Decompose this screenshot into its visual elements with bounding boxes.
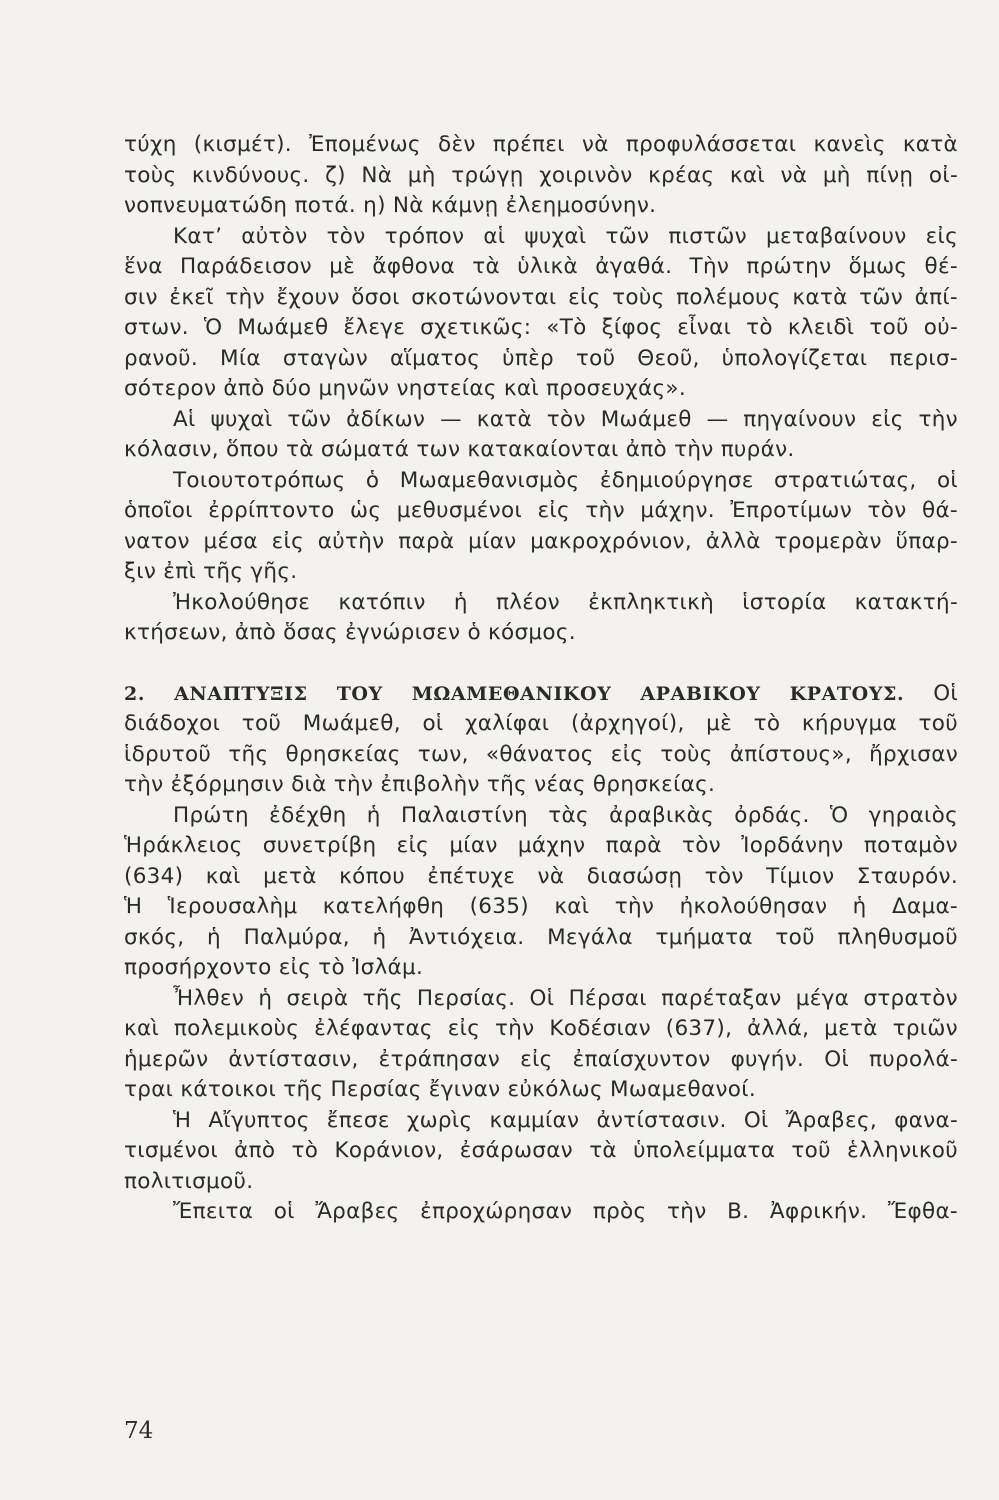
text-line: νατον μέσα εἰς αὐτὴν παρὰ μίαν μακροχρόνιον, ἀλλὰ τρομερὰν ὕπαρ-	[124, 528, 958, 554]
text-line: τραι κάτοικοι τῆς Περσίας ἔγιναν εὐκόλως Μωαμεθανοί.	[124, 1077, 756, 1102]
text-line: προσήρχοντο εἰς τὸ Ἰσλάμ.	[124, 955, 424, 980]
text-line: τοὺς κινδύνους. ζ) Νὰ μὴ τρώγῃ χοιρινὸν κρέας καὶ νὰ μὴ πίνῃ οἰ-	[124, 162, 958, 188]
text-line: καὶ πολεμικοὺς ἐλέφαντας εἰς τὴν Κοδέσιαν (637), ἀλλά, μετὰ τριῶν	[124, 1016, 958, 1041]
paragraph	[124, 709, 958, 801]
section-heading: 2. ΑΝΑΠΤΥΞΙΣ ΤΟΥ ΜΩΑΜΕΘΑΝΙΚΟΥ ΑΡΑΒΙΚΟΥ ΚΡΑΤΟΥΣ.	[124, 682, 905, 705]
paragraph	[124, 130, 958, 222]
paragraph	[124, 466, 958, 588]
text-line: διάδοχοι τοῦ Μωάμεθ, οἱ χαλίφαι (ἀρχηγοί), μὲ τὸ κήρυγμα τοῦ	[124, 711, 958, 736]
text-line: Ἠκολούθησε κατόπιν ἡ πλέον ἐκπληκτικὴ ἱστορία κατακτή-	[173, 589, 958, 615]
text-line: Ἡ Ἱερουσαλὴμ κατελήφθη (635) καὶ τὴν ἠκολούθησαν ἡ Δαμα-	[124, 894, 958, 919]
paragraph	[124, 1197, 958, 1228]
paragraph	[124, 405, 958, 466]
text-line: Αἱ ψυχαὶ τῶν ἀδίκων — κατὰ τὸν Μωάμεθ — πηγαίνουν εἰς τὴν	[173, 406, 958, 432]
text-line: σότερον ἀπὸ δύο μηνῶν νηστείας καὶ προσευχάς».	[124, 376, 686, 401]
text-line: στων. Ὁ Μωάμεθ ἔλεγε σχετικῶς: «Τὸ ξίφος εἶναι τὸ κλειδὶ τοῦ οὐ-	[124, 315, 958, 340]
heading-tail-text: Οἱ	[904, 680, 958, 706]
text-line: Κατ’ αὐτὸν τὸν τρόπον αἱ ψυχαὶ τῶν πιστῶν μεταβαίνουν εἰς	[173, 223, 958, 249]
text-line: ὁποῖοι ἐρρίπτοντο ὡς μεθυσμένοι εἰς τὴν μάχην. Ἐπροτίμων τὸν θά-	[124, 498, 958, 523]
text-line: Ἡράκλειος συνετρίβη εἰς μίαν μάχην παρὰ τὸν Ἰορδάνην ποταμὸν	[124, 833, 958, 858]
text-line: Ἦλθεν ἡ σειρὰ τῆς Περσίας. Οἱ Πέρσαι παρέταξαν μέγα στρατὸν	[173, 985, 958, 1011]
text-line: ἡμερῶν ἀντίστασιν, ἐτράπησαν εἰς ἐπαίσχυντον φυγήν. Οἱ πυρολά-	[124, 1046, 958, 1072]
section-gap	[124, 649, 958, 679]
text-line: πολιτισμοῦ.	[124, 1168, 254, 1194]
page-body	[124, 130, 958, 1228]
paragraph	[124, 984, 958, 1106]
text-line: σιν ἐκεῖ τὴν ἔχουν ὅσοι σκοτώνονται εἰς τοὺς πολέμους κατὰ τῶν ἀπί-	[124, 284, 958, 310]
text-line: κόλασιν, ὅπου τὰ σώματά των κατακαίονται ἀπὸ τὴν πυράν.	[124, 437, 795, 462]
text-line: Τοιουτοτρόπως ὁ Μωαμεθανισμὸς ἐδημιούργησε στρατιώτας, οἱ	[173, 467, 958, 493]
section	[124, 679, 958, 1228]
paragraph	[124, 588, 958, 649]
text-line: σκός, ἡ Παλμύρα, ἡ Ἀντιόχεια. Μεγάλα τμήματα τοῦ πληθυσμοῦ	[124, 924, 958, 950]
text-line: νοπνευματώδη ποτά. η) Νὰ κάμνῃ ἐλεημοσύνην.	[124, 193, 657, 218]
page-number: 74	[124, 1418, 154, 1444]
text-line: τισμένοι ἀπὸ τὸ Κοράνιον, ἐσάρωσαν τὰ ὑπολείμματα τοῦ ἑλληνικοῦ	[124, 1138, 958, 1163]
text-line: κτήσεων, ἀπὸ ὅσας ἐγνώρισεν ὁ κόσμος.	[124, 620, 576, 645]
section-heading-line	[124, 679, 958, 710]
text-line: Ἔπειτα οἱ Ἄραβες ἐπροχώρησαν πρὸς τὴν Β. Ἀφρικήν. Ἔφθα-	[173, 1199, 958, 1224]
text-line: ξιν ἐπὶ τῆς γῆς.	[124, 559, 298, 584]
paragraph	[124, 1106, 958, 1198]
text-line: Πρώτη ἐδέχθη ἡ Παλαιστίνη τὰς ἀραβικὰς ὀρδάς. Ὁ γηραιὸς	[173, 802, 958, 828]
text-line: Ἡ Αἴγυπτος ἔπεσε χωρὶς καμμίαν ἀντίστασιν. Οἱ Ἄραβες, φανα-	[173, 1107, 958, 1133]
paragraph	[124, 222, 958, 405]
paragraph	[124, 801, 958, 984]
text-line: ρανοῦ. Μία σταγὼν αἵματος ὑπὲρ τοῦ Θεοῦ, ὑπολογίζεται περισ-	[124, 345, 958, 371]
text-line: (634) καὶ μετὰ κόπου ἐπέτυχε νὰ διασώσῃ τὸν Τίμιον Σταυρόν.	[124, 863, 958, 889]
text-line: ἕνα Παράδεισον μὲ ἄφθονα τὰ ὑλικὰ ἀγαθά. Τὴν πρώτην ὅμως θέ-	[124, 254, 958, 279]
text-line: τὴν ἐξόρμησιν διὰ τὴν ἐπιβολὴν τῆς νέας θρησκείας.	[124, 772, 716, 797]
text-line: ἱδρυτοῦ τῆς θρησκείας των, «θάνατος εἰς τοὺς ἀπίστους», ἤρχισαν	[124, 741, 958, 767]
text-line: τύχη (κισμέτ). Ἐπομένως δὲν πρέπει νὰ προφυλάσσεται κανεὶς κατὰ	[124, 132, 958, 157]
